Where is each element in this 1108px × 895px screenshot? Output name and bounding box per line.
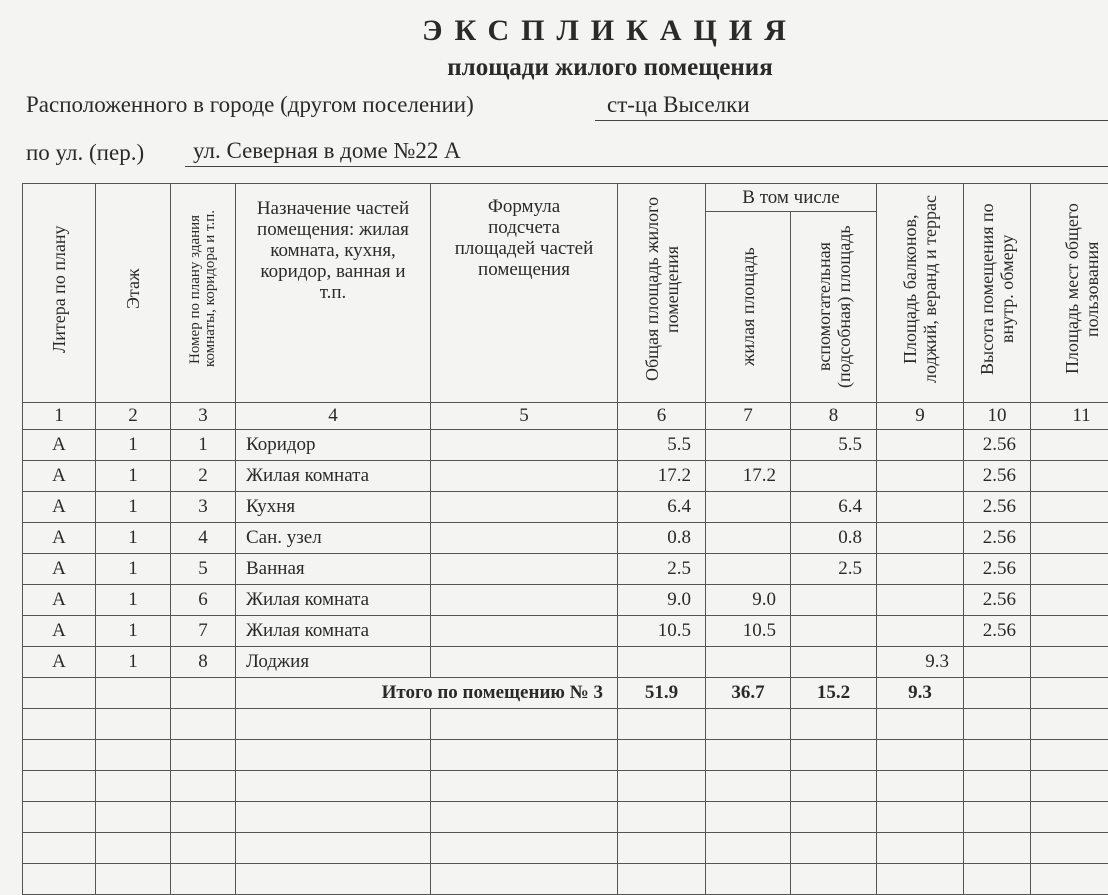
table-row [23,523,1108,554]
cell-common [1031,430,1108,461]
cell-formula [431,523,618,554]
cell-aux [791,461,877,492]
cell-living: 17.2 [706,461,791,492]
cell-floor: 1 [96,461,171,492]
cell-total: 0.8 [618,523,706,554]
cell-no: 1 [171,430,236,461]
cell-no: 2 [171,461,236,492]
column-number: 11 [1031,403,1108,430]
cell-name: Жилая комната [236,461,431,492]
location-label: Расположенного в городе (другом поселении) [26,92,474,118]
cell-lit: А [23,461,96,492]
empty-cell [877,802,964,833]
header-c4: Назначение частей помещения: жилая комната, кухня, коридор, ванная и т.п. [236,184,431,403]
empty-cell [964,709,1031,740]
column-number: 4 [236,403,431,430]
empty-cell [236,709,431,740]
cell-formula [431,492,618,523]
empty-cell [791,709,877,740]
table-row [23,554,1108,585]
empty-cell [96,740,171,771]
header-c2: Этаж [96,184,171,403]
cell-height: 2.56 [964,616,1031,647]
cell-total: 9.0 [618,585,706,616]
header-c8: вспомогательная (подсобная) площадь [791,212,877,403]
cell-common [1031,647,1108,678]
cell-lit: А [23,554,96,585]
empty-row [23,864,1108,895]
total-aux: 15.2 [791,678,877,709]
column-number: 2 [96,403,171,430]
empty-row [23,740,1108,771]
empty-cell [618,709,706,740]
cell-lit: А [23,585,96,616]
empty-cell [618,833,706,864]
empty-cell [618,771,706,802]
cell-lit: А [23,647,96,678]
empty-cell [96,864,171,895]
cell-balcony: 9.3 [877,647,964,678]
empty-cell [171,740,236,771]
table-row [23,492,1108,523]
empty-cell [791,771,877,802]
cell-balcony [877,430,964,461]
empty-cell [431,740,618,771]
empty-cell [791,833,877,864]
cell-lit: А [23,430,96,461]
empty-cell [431,864,618,895]
empty-cell [1031,802,1108,833]
cell-floor: 1 [96,430,171,461]
empty-cell [964,864,1031,895]
cell-total: 2.5 [618,554,706,585]
cell-formula [431,430,618,461]
cell-living [706,492,791,523]
cell-height: 2.56 [964,461,1031,492]
empty-cell [964,771,1031,802]
cell-aux: 0.8 [791,523,877,554]
empty-cell [706,709,791,740]
cell-aux [791,647,877,678]
street-value: ул. Северная в доме №22 А [185,138,1108,167]
cell-total: 17.2 [618,461,706,492]
empty-cell [877,864,964,895]
street-label: по ул. (пер.) [26,140,144,166]
column-number: 1 [23,403,96,430]
cell-total: 10.5 [618,616,706,647]
cell-formula [431,647,618,678]
header-c6: Общая площадь жилого помещения [618,184,706,403]
cell-total [618,647,706,678]
total-label: Итого по помещению № 3 [236,678,618,709]
cell-no: 5 [171,554,236,585]
empty-cell [877,740,964,771]
cell-lit: А [23,523,96,554]
cell-name: Сан. узел [236,523,431,554]
empty-cell [23,864,96,895]
cell-height: 2.56 [964,523,1031,554]
cell-no: 4 [171,523,236,554]
cell-floor: 1 [96,492,171,523]
empty-cell [96,833,171,864]
cell-formula [431,461,618,492]
cell-name: Ванная [236,554,431,585]
empty-cell [431,802,618,833]
cell-floor: 1 [96,647,171,678]
empty-cell [171,802,236,833]
cell-common [1031,461,1108,492]
cell-height: 2.56 [964,492,1031,523]
empty-cell [236,833,431,864]
column-number: 5 [431,403,618,430]
empty-cell [791,864,877,895]
cell-formula [431,554,618,585]
cell-height: 2.56 [964,430,1031,461]
cell-common [1031,492,1108,523]
total-living: 36.7 [706,678,791,709]
empty-cell [964,833,1031,864]
cell-formula [431,585,618,616]
empty-cell [171,864,236,895]
empty-cell [1031,740,1108,771]
table-row [23,430,1108,461]
cell-name: Лоджия [236,647,431,678]
cell-total: 5.5 [618,430,706,461]
cell-aux: 6.4 [791,492,877,523]
cell-living [706,523,791,554]
empty-cell [1031,864,1108,895]
empty-cell [236,771,431,802]
table-row [23,616,1108,647]
cell-height [964,647,1031,678]
column-number: 9 [877,403,964,430]
header-c3: Номер по плану здания комнаты, коридора и т.п. [171,184,236,403]
cell-balcony [877,616,964,647]
column-number: 3 [171,403,236,430]
empty-cell [171,709,236,740]
empty-cell [877,709,964,740]
cell-floor: 1 [96,616,171,647]
empty-cell [96,802,171,833]
table-row [23,461,1108,492]
total-row [23,678,1108,709]
cell-height: 2.56 [964,554,1031,585]
cell-balcony [877,585,964,616]
cell-aux [791,585,877,616]
empty-row [23,709,1108,740]
column-number: 7 [706,403,791,430]
empty-cell [706,771,791,802]
empty-cell [23,740,96,771]
empty-cell [1031,771,1108,802]
empty-cell [1031,709,1108,740]
cell-lit: А [23,492,96,523]
cell-aux [791,616,877,647]
cell-aux: 2.5 [791,554,877,585]
cell-balcony [877,523,964,554]
cell-balcony [877,554,964,585]
cell-lit: А [23,616,96,647]
cell-no: 3 [171,492,236,523]
header-c7: жилая площадь [706,212,791,403]
empty-cell [877,833,964,864]
empty-cell [431,833,618,864]
empty-cell [706,802,791,833]
empty-cell [618,864,706,895]
empty-cell [96,771,171,802]
cell-no: 8 [171,647,236,678]
cell-common [1031,554,1108,585]
empty-cell [236,802,431,833]
total-balcony: 9.3 [877,678,964,709]
empty-cell [618,802,706,833]
cell-common [1031,523,1108,554]
empty-cell [791,740,877,771]
column-number: 6 [618,403,706,430]
cell-living [706,554,791,585]
cell-floor: 1 [96,523,171,554]
empty-cell [791,802,877,833]
total-area: 51.9 [618,678,706,709]
empty-cell [706,864,791,895]
cell-common [1031,585,1108,616]
empty-cell [171,771,236,802]
cell-total: 6.4 [618,492,706,523]
cell-name: Жилая комната [236,585,431,616]
cell-aux: 5.5 [791,430,877,461]
cell-common [1031,616,1108,647]
empty-row [23,771,1108,802]
cell-living [706,647,791,678]
empty-row [23,802,1108,833]
empty-cell [431,709,618,740]
empty-cell [236,740,431,771]
header-c9: Площадь балконов, лоджий, веранд и террас [877,184,964,403]
column-number: 10 [964,403,1031,430]
empty-cell [618,740,706,771]
header-c10: Высота помещения по внутр. обмеру [964,184,1031,403]
empty-cell [706,740,791,771]
cell-name: Коридор [236,430,431,461]
cell-balcony [877,492,964,523]
table-row [23,647,1108,678]
cell-name: Кухня [236,492,431,523]
header-c5: Формула подсчета площадей частей помещения [431,184,618,403]
cell-living [706,430,791,461]
cell-name: Жилая комната [236,616,431,647]
location-value: ст-ца Выселки [595,92,1108,121]
empty-cell [23,709,96,740]
document-title: ЭКСПЛИКАЦИЯ [0,14,1108,48]
cell-floor: 1 [96,585,171,616]
table-row [23,585,1108,616]
empty-cell [23,771,96,802]
empty-cell [96,709,171,740]
cell-no: 6 [171,585,236,616]
empty-cell [236,864,431,895]
empty-cell [964,740,1031,771]
header-c1: Литера по плану [23,184,96,403]
cell-balcony [877,461,964,492]
column-numbers-row [23,403,1108,430]
empty-row [23,833,1108,864]
empty-cell [706,833,791,864]
empty-cell [23,802,96,833]
empty-cell [964,802,1031,833]
header-group: В том числе [706,184,877,212]
cell-living: 9.0 [706,585,791,616]
cell-living: 10.5 [706,616,791,647]
cell-floor: 1 [96,554,171,585]
cell-formula [431,616,618,647]
empty-cell [23,833,96,864]
empty-cell [1031,833,1108,864]
empty-cell [431,771,618,802]
empty-cell [877,771,964,802]
empty-cell [171,833,236,864]
column-number: 8 [791,403,877,430]
document-subtitle: площади жилого помещения [0,54,1108,82]
header-c11: Площадь мест общего пользования [1031,184,1108,403]
cell-no: 7 [171,616,236,647]
cell-height: 2.56 [964,585,1031,616]
explication-table [22,183,1108,895]
